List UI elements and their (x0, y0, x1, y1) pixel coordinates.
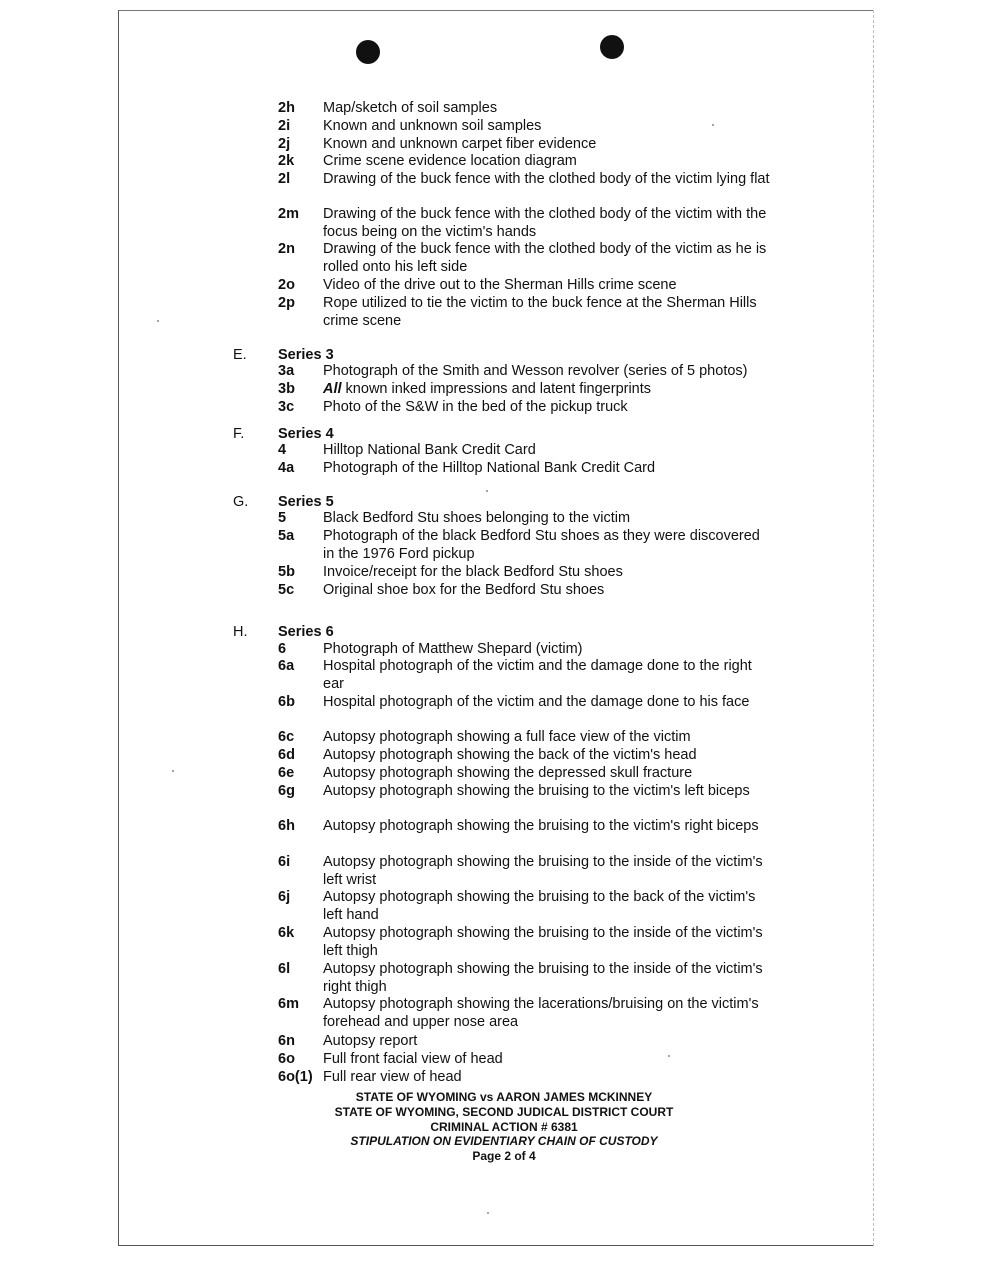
item-code: 3b (278, 381, 295, 397)
item-description: Autopsy photograph showing the back of the victim's head (323, 747, 697, 763)
item-description: Photograph of the Hilltop National Bank Credit Card (323, 460, 656, 476)
item-code: 2i (278, 118, 291, 134)
section-letter: H. (233, 624, 248, 640)
item-description: Autopsy photograph showing the lacerations/bruising on the victim's forehead and upper nose area (323, 996, 759, 1030)
item-description: Known and unknown carpet fiber evidence (323, 136, 597, 152)
item-code: 5b (278, 564, 295, 580)
footer-criminal-action: CRIMINAL ACTION # 6381 (430, 1119, 578, 1134)
item-description: Drawing of the buck fence with the clothed body of the victim lying flat (323, 171, 770, 187)
item-description: Full rear view of head (323, 1069, 462, 1085)
item-description: Autopsy photograph showing the bruising to the inside of the victim's right thigh (323, 961, 763, 995)
punch-hole-right (600, 35, 624, 59)
footer-page-number: Page 2 of 4 (472, 1149, 536, 1164)
item-code: 2h (278, 100, 295, 116)
item-description: Crime scene evidence location diagram (323, 153, 577, 169)
item-code: 2j (278, 136, 291, 152)
item-code: 6n (278, 1033, 295, 1049)
section-letter: F. (233, 426, 245, 442)
scan-speck (157, 320, 159, 322)
scan-speck (487, 1212, 489, 1214)
item-description: Black Bedford Stu shoes belonging to the victim (323, 510, 631, 526)
item-description: Invoice/receipt for the black Bedford Stu shoes (323, 564, 623, 580)
item-code: 6k (278, 925, 295, 941)
item-code: 6j (278, 889, 291, 905)
section-title: Series 5 (278, 494, 334, 510)
item-code: 2m (278, 206, 299, 222)
item-code: 6b (278, 694, 295, 710)
section-title: Series 4 (278, 426, 334, 442)
item-description: Hilltop National Bank Credit Card (323, 442, 536, 458)
item-description: Photograph of the Smith and Wesson revolver (series of 5 photos) (323, 363, 748, 379)
item-code: 6i (278, 854, 291, 870)
item-code: 5a (278, 528, 295, 544)
item-description: Photograph of Matthew Shepard (victim) (323, 641, 583, 657)
item-code: 4a (278, 460, 295, 476)
item-code: 6m (278, 996, 299, 1012)
item-code: 6o(1) (278, 1069, 313, 1085)
item-description: Autopsy photograph showing the bruising to the inside of the victim's left wrist (323, 854, 763, 888)
item-description: Autopsy photograph showing the bruising to the victim's right biceps (323, 818, 759, 834)
footer-case-title: STATE OF WYOMING vs AARON JAMES MCKINNEY (355, 1090, 653, 1104)
section-letter: G. (233, 494, 249, 510)
item-description: Autopsy photograph showing the depressed skull fracture (323, 765, 693, 781)
item-description: Drawing of the buck fence with the clothed body of the victim as he is rolled onto his left side (323, 241, 767, 275)
item-description: Hospital photograph of the victim and the damage done to the right ear (323, 658, 752, 692)
item-code: 6l (278, 961, 291, 977)
document-footer (300, 1090, 708, 1164)
scan-speck (172, 770, 174, 772)
emphasis-text: All (323, 381, 342, 397)
item-description: Original shoe box for the Bedford Stu shoes (323, 582, 605, 598)
item-code: 2p (278, 295, 295, 311)
item-code: 6h (278, 818, 295, 834)
item-code: 4 (278, 442, 287, 458)
item-code: 3c (278, 399, 295, 415)
scan-page-edge (873, 10, 874, 1246)
item-description: Video of the drive out to the Sherman Hills crime scene (323, 277, 677, 293)
punch-hole-left (356, 40, 380, 64)
item-code: 2l (278, 171, 291, 187)
item-description: Autopsy photograph showing the bruising to the back of the victim's left hand (323, 889, 756, 923)
item-description (323, 381, 773, 399)
item-code: 6e (278, 765, 295, 781)
item-description: Photo of the S&W in the bed of the pickup truck (323, 399, 628, 415)
scan-speck (486, 490, 488, 492)
item-description: Autopsy photograph showing a full face view of the victim (323, 729, 691, 745)
item-description: Autopsy report (323, 1033, 418, 1049)
section-letter: E. (233, 347, 247, 363)
footer-court: STATE OF WYOMING, SECOND JUDICAL DISTRICT COURT (334, 1104, 674, 1119)
item-description: Drawing of the buck fence with the clothed body of the victim with the focus being on the victim's hands (323, 206, 767, 240)
section-title: Series 3 (278, 347, 334, 363)
item-code: 6g (278, 783, 295, 799)
item-description: Known and unknown soil samples (323, 118, 542, 134)
item-code: 6o (278, 1051, 295, 1067)
item-code: 6d (278, 747, 295, 763)
item-code: 5 (278, 510, 287, 526)
item-code: 6 (278, 641, 287, 657)
item-code: 5c (278, 582, 295, 598)
item-description: Hospital photograph of the victim and the damage done to his face (323, 694, 750, 710)
item-description: Rope utilized to tie the victim to the buck fence at the Sherman Hills crime scene (323, 295, 757, 329)
item-code: 2o (278, 277, 295, 293)
section-title: Series 6 (278, 624, 334, 640)
item-code: 2n (278, 241, 295, 257)
item-code: 3a (278, 363, 295, 379)
item-code: 6c (278, 729, 295, 745)
item-description: Autopsy photograph showing the bruising to the victim's left biceps (323, 783, 750, 799)
item-description: Map/sketch of soil samples (323, 100, 498, 116)
footer-document-title: STIPULATION ON EVIDENTIARY CHAIN OF CUSTODY (350, 1134, 658, 1149)
item-description: Full front facial view of head (323, 1051, 503, 1067)
item-description-rest: known inked impressions and latent fingerprints (341, 381, 652, 397)
item-code: 2k (278, 153, 295, 169)
item-code: 6a (278, 658, 295, 674)
item-description: Photograph of the black Bedford Stu shoes as they were discovered in the 1976 Ford pickup (323, 528, 760, 562)
item-description: Autopsy photograph showing the bruising to the inside of the victim's left thigh (323, 925, 763, 959)
